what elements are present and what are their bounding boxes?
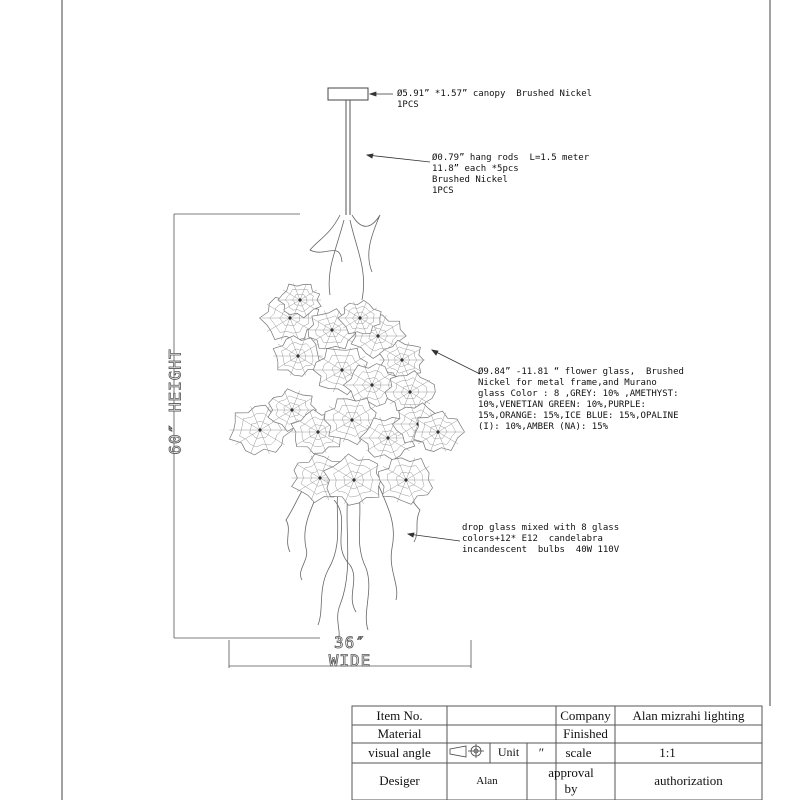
approval-label-line: approval [548,765,594,780]
designer-label: Desiger [379,773,420,788]
scale-label: scale [565,745,592,760]
rods-callout [432,153,589,197]
drops-callout-line: incandescent bulbs 40W 110V [462,545,620,555]
flower-callout-line: 15%,ORANGE: 15%,ICE BLUE: 15%,OPALINE [478,411,679,421]
flower-callout-line: Ø9.84” -11.81 “ flower glass, Brushed [478,367,684,377]
drop-glass-piece [310,215,342,262]
canopy-callout [397,89,592,111]
unit-label: Unit [497,745,520,759]
company-label: Company [560,708,611,723]
approval-label-line: by [564,781,578,796]
visual-angle-label: visual angle [368,745,431,760]
canopy-arrowhead [370,92,376,96]
drop-glass-piece [350,220,364,300]
designer-value: Alan [476,775,498,787]
scale-value: 1:1 [659,745,676,760]
drops-callout-line: drop glass mixed with 8 glass [462,523,620,533]
canopy-callout-line: 1PCS [397,100,419,110]
company-value: Alan mizrahi lighting [632,708,745,723]
canopy-shape [328,88,368,100]
rods-callout-line: 11.8” each *5pcs [432,164,519,174]
authorization-label: authorization [654,773,723,788]
unit-value: ″ [538,745,545,760]
projection-symbol-icon [450,744,484,758]
rods-callout-line: 1PCS [432,186,454,196]
rods-leader [367,155,430,162]
flower-callout-line: (I): 10%,AMBER (NA): 15% [478,422,609,432]
flower-arrowhead [432,350,438,355]
rods-callout-line: Brushed Nickel [432,175,508,185]
drop-glass-piece [338,490,348,640]
flower-glass-callout [478,367,684,433]
material-label: Material [377,726,422,741]
flower-leader [432,350,480,374]
drop-glass-piece [329,220,344,295]
approval-by-label [527,765,615,797]
flower-callout-line: Nickel for metal frame,and Murano [478,378,657,388]
flower-callout-line: glass Color : 8 ,GREY: 10% ,AMETHYST: [478,389,679,399]
drop-glass-piece [318,480,340,625]
drops-callout-line: colors+12* E12 candelabra [462,534,603,544]
flower-glass-group [230,284,465,506]
drop-glass-callout [462,523,619,556]
item-no-label: Item No. [376,708,423,723]
height-dimension-label: 60″ HEIGHT [165,348,185,455]
rods-callout-line: Ø0.79” hang rods L=1.5 meter [432,153,590,163]
flower-glass-disc [378,458,435,505]
finished-label: Finished [563,726,608,741]
drops-arrowhead [408,533,414,537]
rods-arrowhead [367,154,373,158]
width-dimension-value: 36″ [334,633,366,652]
flower-callout-line: 10%,VENETIAN GREEN: 10%,PURPLE: [478,400,646,410]
width-dimension-label: WIDE [328,651,372,670]
canopy-callout-line: Ø5.91” *1.57” canopy Brushed Nickel [397,89,593,99]
